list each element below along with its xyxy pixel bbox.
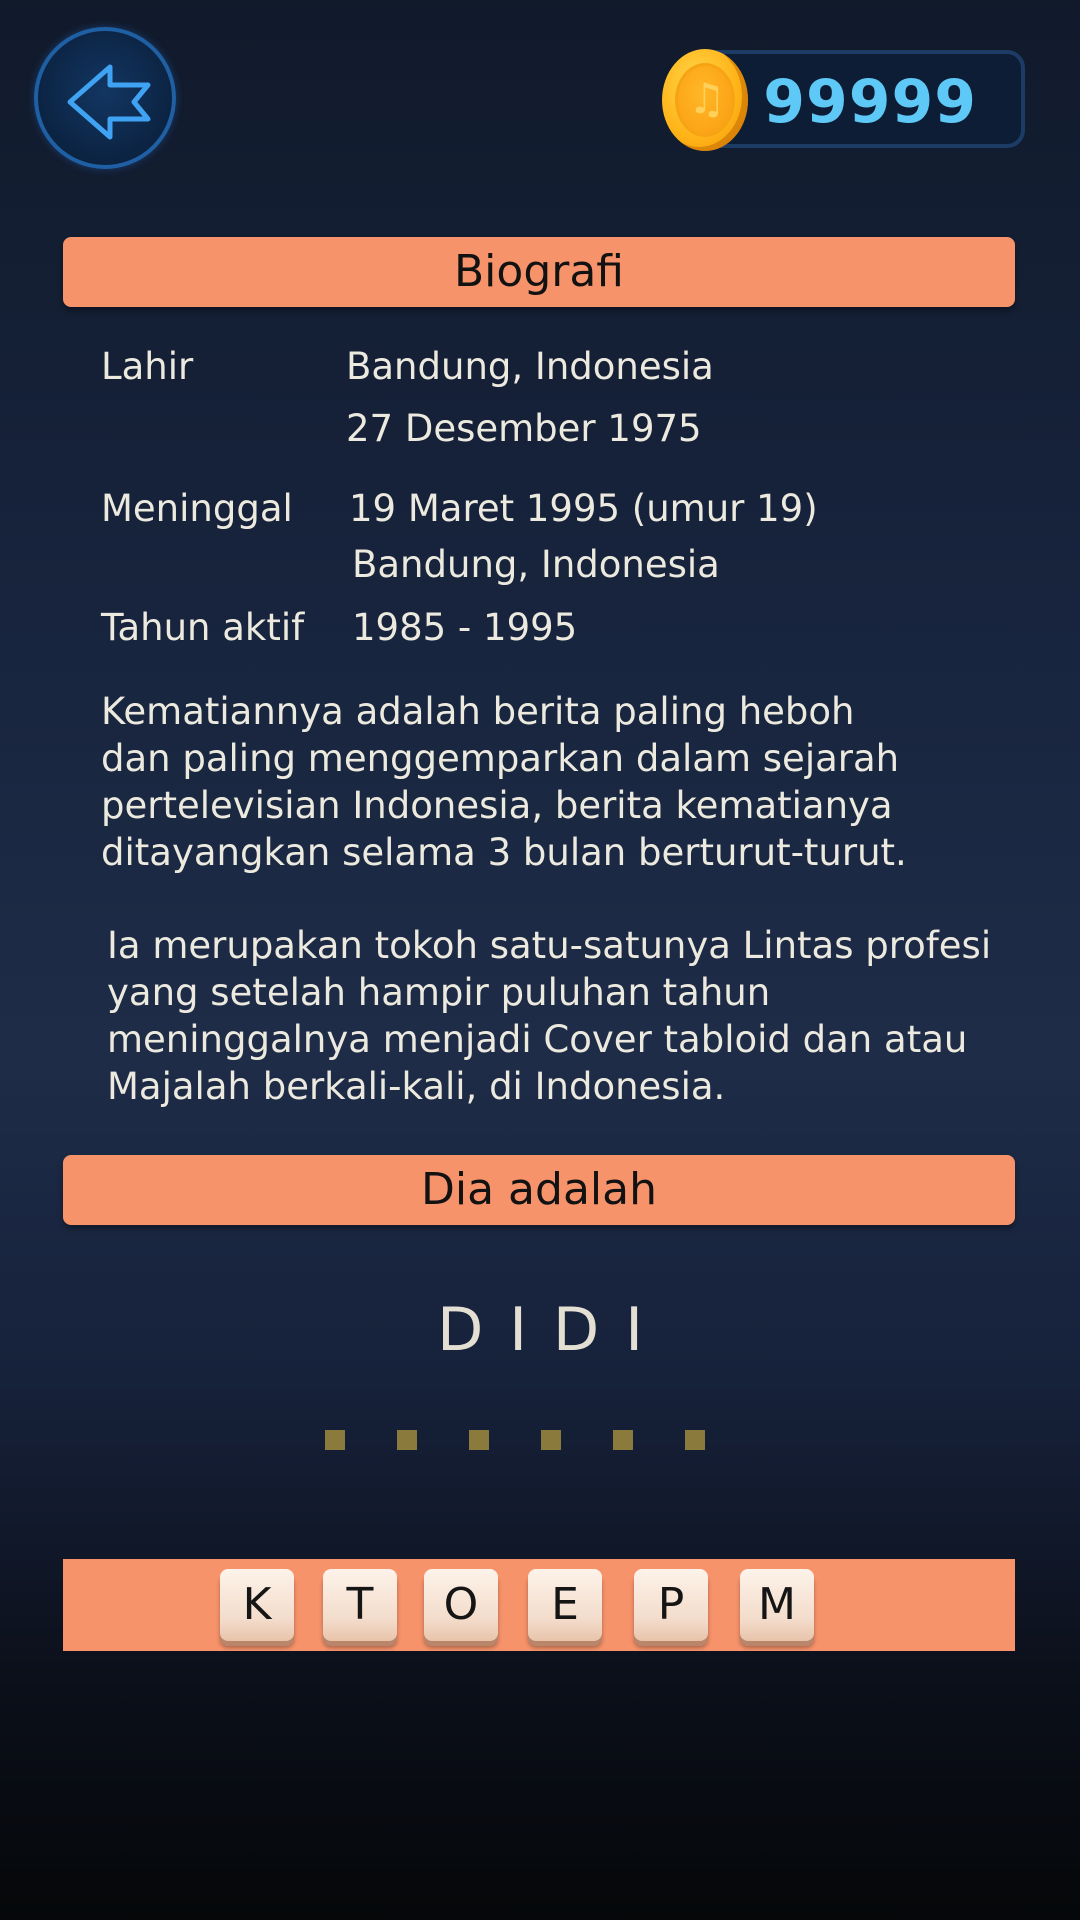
question-header: Dia adalah — [63, 1155, 1015, 1225]
paragraph-1-line: Kematiannya adalah berita paling heboh — [101, 690, 855, 733]
coin-counter — [700, 50, 1025, 148]
music-note-coin-icon: ♫ — [662, 49, 748, 151]
active-label: Tahun aktif — [101, 606, 305, 649]
born-label: Lahir — [101, 345, 194, 388]
letter-key-o[interactable]: O — [424, 1569, 498, 1641]
empty-letter-slot[interactable] — [685, 1430, 705, 1450]
born-date: 27 Desember 1975 — [346, 407, 702, 450]
back-button[interactable] — [34, 27, 176, 169]
empty-letter-slot[interactable] — [397, 1430, 417, 1450]
letter-key-e[interactable]: E — [528, 1569, 602, 1641]
empty-letter-slot[interactable] — [541, 1430, 561, 1450]
paragraph-1-line: ditayangkan selama 3 bulan berturut-turut. — [101, 831, 907, 874]
empty-letter-slot[interactable] — [613, 1430, 633, 1450]
paragraph-2-line: meninggalnya menjadi Cover tabloid dan atau — [107, 1018, 968, 1061]
letter-key-p[interactable]: P — [634, 1569, 708, 1641]
revealed-answer: DIDI — [437, 1295, 669, 1365]
letter-key-k[interactable]: K — [220, 1569, 294, 1641]
empty-letter-slot[interactable] — [469, 1430, 489, 1450]
biography-header: Biografi — [63, 237, 1015, 307]
paragraph-2-line: Ia merupakan tokoh satu-satunya Lintas profesi — [107, 924, 992, 967]
paragraph-2 — [107, 922, 991, 1110]
arrow-left-icon — [64, 61, 154, 143]
born-place: Bandung, Indonesia — [346, 345, 714, 388]
letter-key-t[interactable]: T — [323, 1569, 397, 1641]
died-place: Bandung, Indonesia — [352, 543, 720, 586]
paragraph-1-line: dan paling menggemparkan dalam sejarah — [101, 737, 900, 780]
coin-count: 99999 — [763, 67, 977, 137]
empty-letter-slot[interactable] — [325, 1430, 345, 1450]
paragraph-2-line: yang setelah hampir puluhan tahun — [107, 971, 771, 1014]
letter-key-m[interactable]: M — [740, 1569, 814, 1641]
died-date: 19 Maret 1995 (umur 19) — [349, 487, 818, 530]
paragraph-2-line: Majalah berkali-kali, di Indonesia. — [107, 1065, 726, 1108]
paragraph-1 — [101, 688, 907, 876]
active-years: 1985 - 1995 — [352, 606, 578, 649]
letter-keyboard — [63, 1559, 1015, 1651]
died-label: Meninggal — [101, 487, 293, 530]
paragraph-1-line: pertelevisian Indonesia, berita kematianya — [101, 784, 893, 827]
